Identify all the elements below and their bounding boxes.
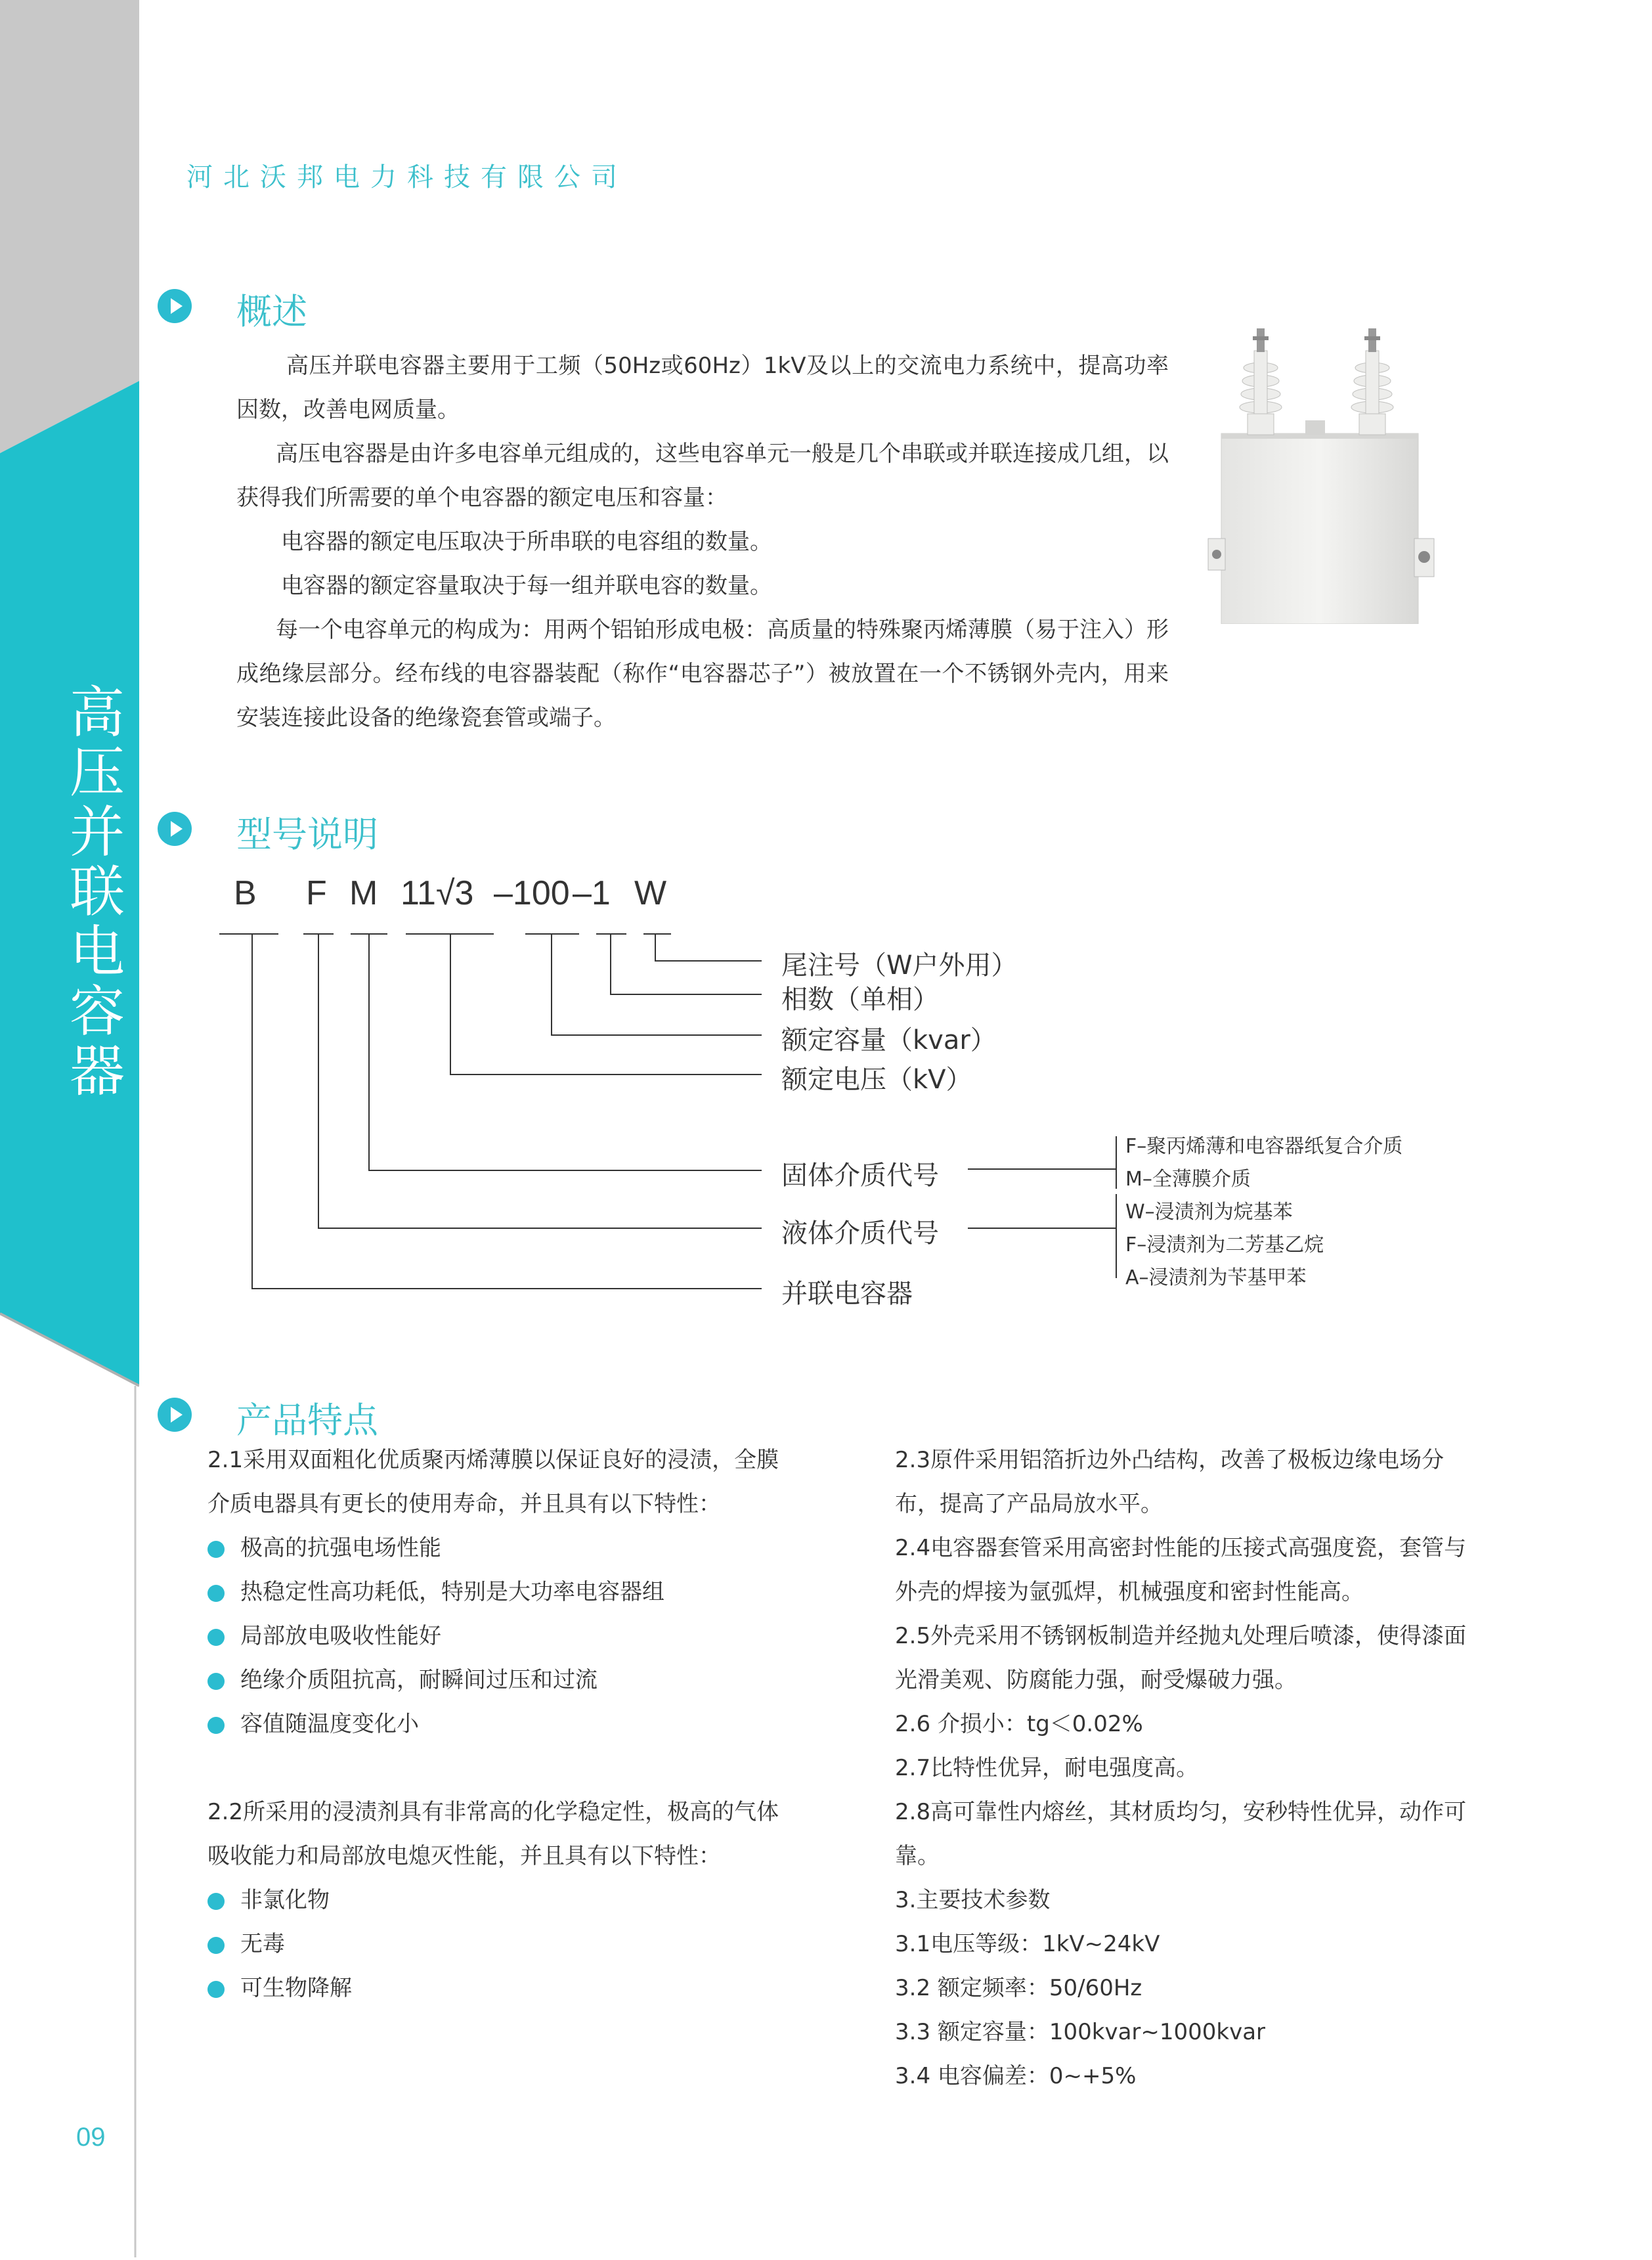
code-part: –1 — [573, 874, 611, 912]
solid-option: F–聚丙烯薄和电容器纸复合介质 — [1125, 1135, 1403, 1158]
play-circle-icon — [158, 812, 192, 846]
title-char: 器 — [69, 1039, 125, 1103]
code-part: W — [634, 874, 667, 912]
features-left-column — [207, 1438, 785, 2010]
code-part: B — [234, 874, 257, 912]
paragraph: 电容器的额定容量取决于每一组并联电容的数量。 — [281, 573, 772, 599]
paragraph: 2.5外壳采用不锈钢板制造并经抛丸处理后喷漆，使得漆面光滑美观、防腐能力强，耐受爆破力强。 — [895, 1623, 1467, 1693]
features-right-column — [895, 1438, 1473, 2098]
overview-text — [236, 344, 1169, 740]
capacitor-product-image — [1195, 322, 1445, 624]
paragraph: 2.6 介损小：tg＜0.02% — [895, 1711, 1143, 1737]
paragraph: 2.8高可靠性内熔丝，其材质均匀，安秒特性优异，动作可靠。 — [895, 1799, 1467, 1869]
bullet-item: 局部放电吸收性能好 — [207, 1614, 785, 1658]
bullet-item: 可生物降解 — [207, 1966, 785, 2010]
code-part: –100 — [494, 874, 570, 912]
code-part: M — [349, 874, 378, 912]
code-part: F — [306, 874, 327, 912]
paragraph: 3.2 额定频率：50/60Hz — [895, 1975, 1142, 2001]
paragraph: 高压并联电容器主要用于工频（50Hz或60Hz）1kV及以上的交流电力系统中，提高功率因数，改善电网质量。 — [236, 353, 1169, 423]
label-liquid-medium: 液体介质代号 — [781, 1218, 939, 1249]
label-capacity: 额定容量（kvar） — [781, 1025, 997, 1055]
title-char: 并 — [69, 800, 125, 864]
bullet-item: 容值随温度变化小 — [207, 1702, 785, 1746]
title-char: 压 — [69, 740, 125, 805]
section-title: 产品特点 — [236, 1400, 378, 1441]
paragraph: 3.主要技术参数 — [895, 1887, 1051, 1913]
paragraph: 每一个电容单元的构成为：用两个铝铂形成电极：高质量的特殊聚丙烯薄膜（易于注入）形成绝缘层部分。经布线的电容器装配（称作“电容器芯子”）被放置在一个不锈钢外壳内，用来安装连接此设备的绝缘瓷套管或端子。 — [236, 617, 1169, 731]
paragraph: 电容器的额定电压取决于所串联的电容组的数量。 — [281, 529, 772, 555]
model-code-diagram — [0, 874, 1652, 1333]
liquid-option: A–浸渍剂为苄基甲苯 — [1125, 1266, 1307, 1289]
bullet-item: 极高的抗强电场性能 — [207, 1526, 785, 1570]
code-part: 11√3 — [401, 874, 474, 912]
label-solid-medium: 固体介质代号 — [781, 1161, 939, 1191]
paragraph: 3.4 电容偏差：0~+5% — [895, 2063, 1137, 2089]
title-char: 电 — [69, 920, 125, 984]
paragraph: 2.1采用双面粗化优质聚丙烯薄膜以保证良好的浸渍，全膜介质电器具有更长的使用寿命，并且具有以下特性： — [207, 1447, 779, 1517]
page-number: 09 — [76, 2123, 106, 2152]
section-title: 型号说明 — [236, 814, 378, 855]
play-circle-icon — [158, 289, 192, 323]
label-suffix: 尾注号（W户外用） — [781, 950, 1018, 981]
paragraph: 3.1电压等级：1kV~24kV — [895, 1931, 1160, 1957]
title-char: 容 — [69, 979, 125, 1044]
section-title: 概述 — [236, 291, 307, 332]
bullet-item: 绝缘介质阻抗高，耐瞬间过压和过流 — [207, 1658, 785, 1702]
bullet-item: 热稳定性高功耗低，特别是大功率电容器组 — [207, 1570, 785, 1614]
paragraph: 2.3原件采用铝箔折边外凸结构，改善了极板边缘电场分布，提高了产品局放水平。 — [895, 1447, 1445, 1517]
paragraph: 2.4电容器套管采用高密封性能的压接式高强度瓷，套管与外壳的焊接为氩弧焊，机械强度和密封性能高。 — [895, 1535, 1467, 1605]
bullet-item: 非氯化物 — [207, 1878, 785, 1922]
company-name: 河北沃邦电力科技有限公司 — [186, 162, 628, 192]
bullet-item: 无毒 — [207, 1922, 785, 1966]
play-circle-icon — [158, 1398, 192, 1432]
label-voltage: 额定电压（kV） — [781, 1065, 972, 1095]
label-shunt-capacitor: 并联电容器 — [781, 1279, 913, 1309]
paragraph: 2.7比特性优异，耐电强度高。 — [895, 1755, 1199, 1781]
liquid-option: W–浸渍剂为烷基苯 — [1125, 1201, 1293, 1224]
liquid-option: F–浸渍剂为二芳基乙烷 — [1125, 1233, 1324, 1256]
model-connector-lines — [0, 874, 1652, 1333]
paragraph: 高压电容器是由许多电容单元组成的，这些电容单元一般是几个串联或并联连接成几组，以获得我们所需要的单个电容器的额定电压和容量： — [236, 441, 1169, 511]
solid-option: M–全薄膜介质 — [1125, 1168, 1251, 1191]
title-char: 联 — [69, 860, 125, 924]
paragraph: 2.2所采用的浸渍剂具有非常高的化学稳定性，极高的气体吸收能力和局部放电熄灭性能，并且具有以下特性： — [207, 1799, 779, 1869]
label-phase: 相数（单相） — [781, 985, 939, 1015]
paragraph: 3.3 额定容量：100kvar~1000kvar — [895, 2019, 1266, 2045]
title-char: 高 — [69, 680, 125, 745]
